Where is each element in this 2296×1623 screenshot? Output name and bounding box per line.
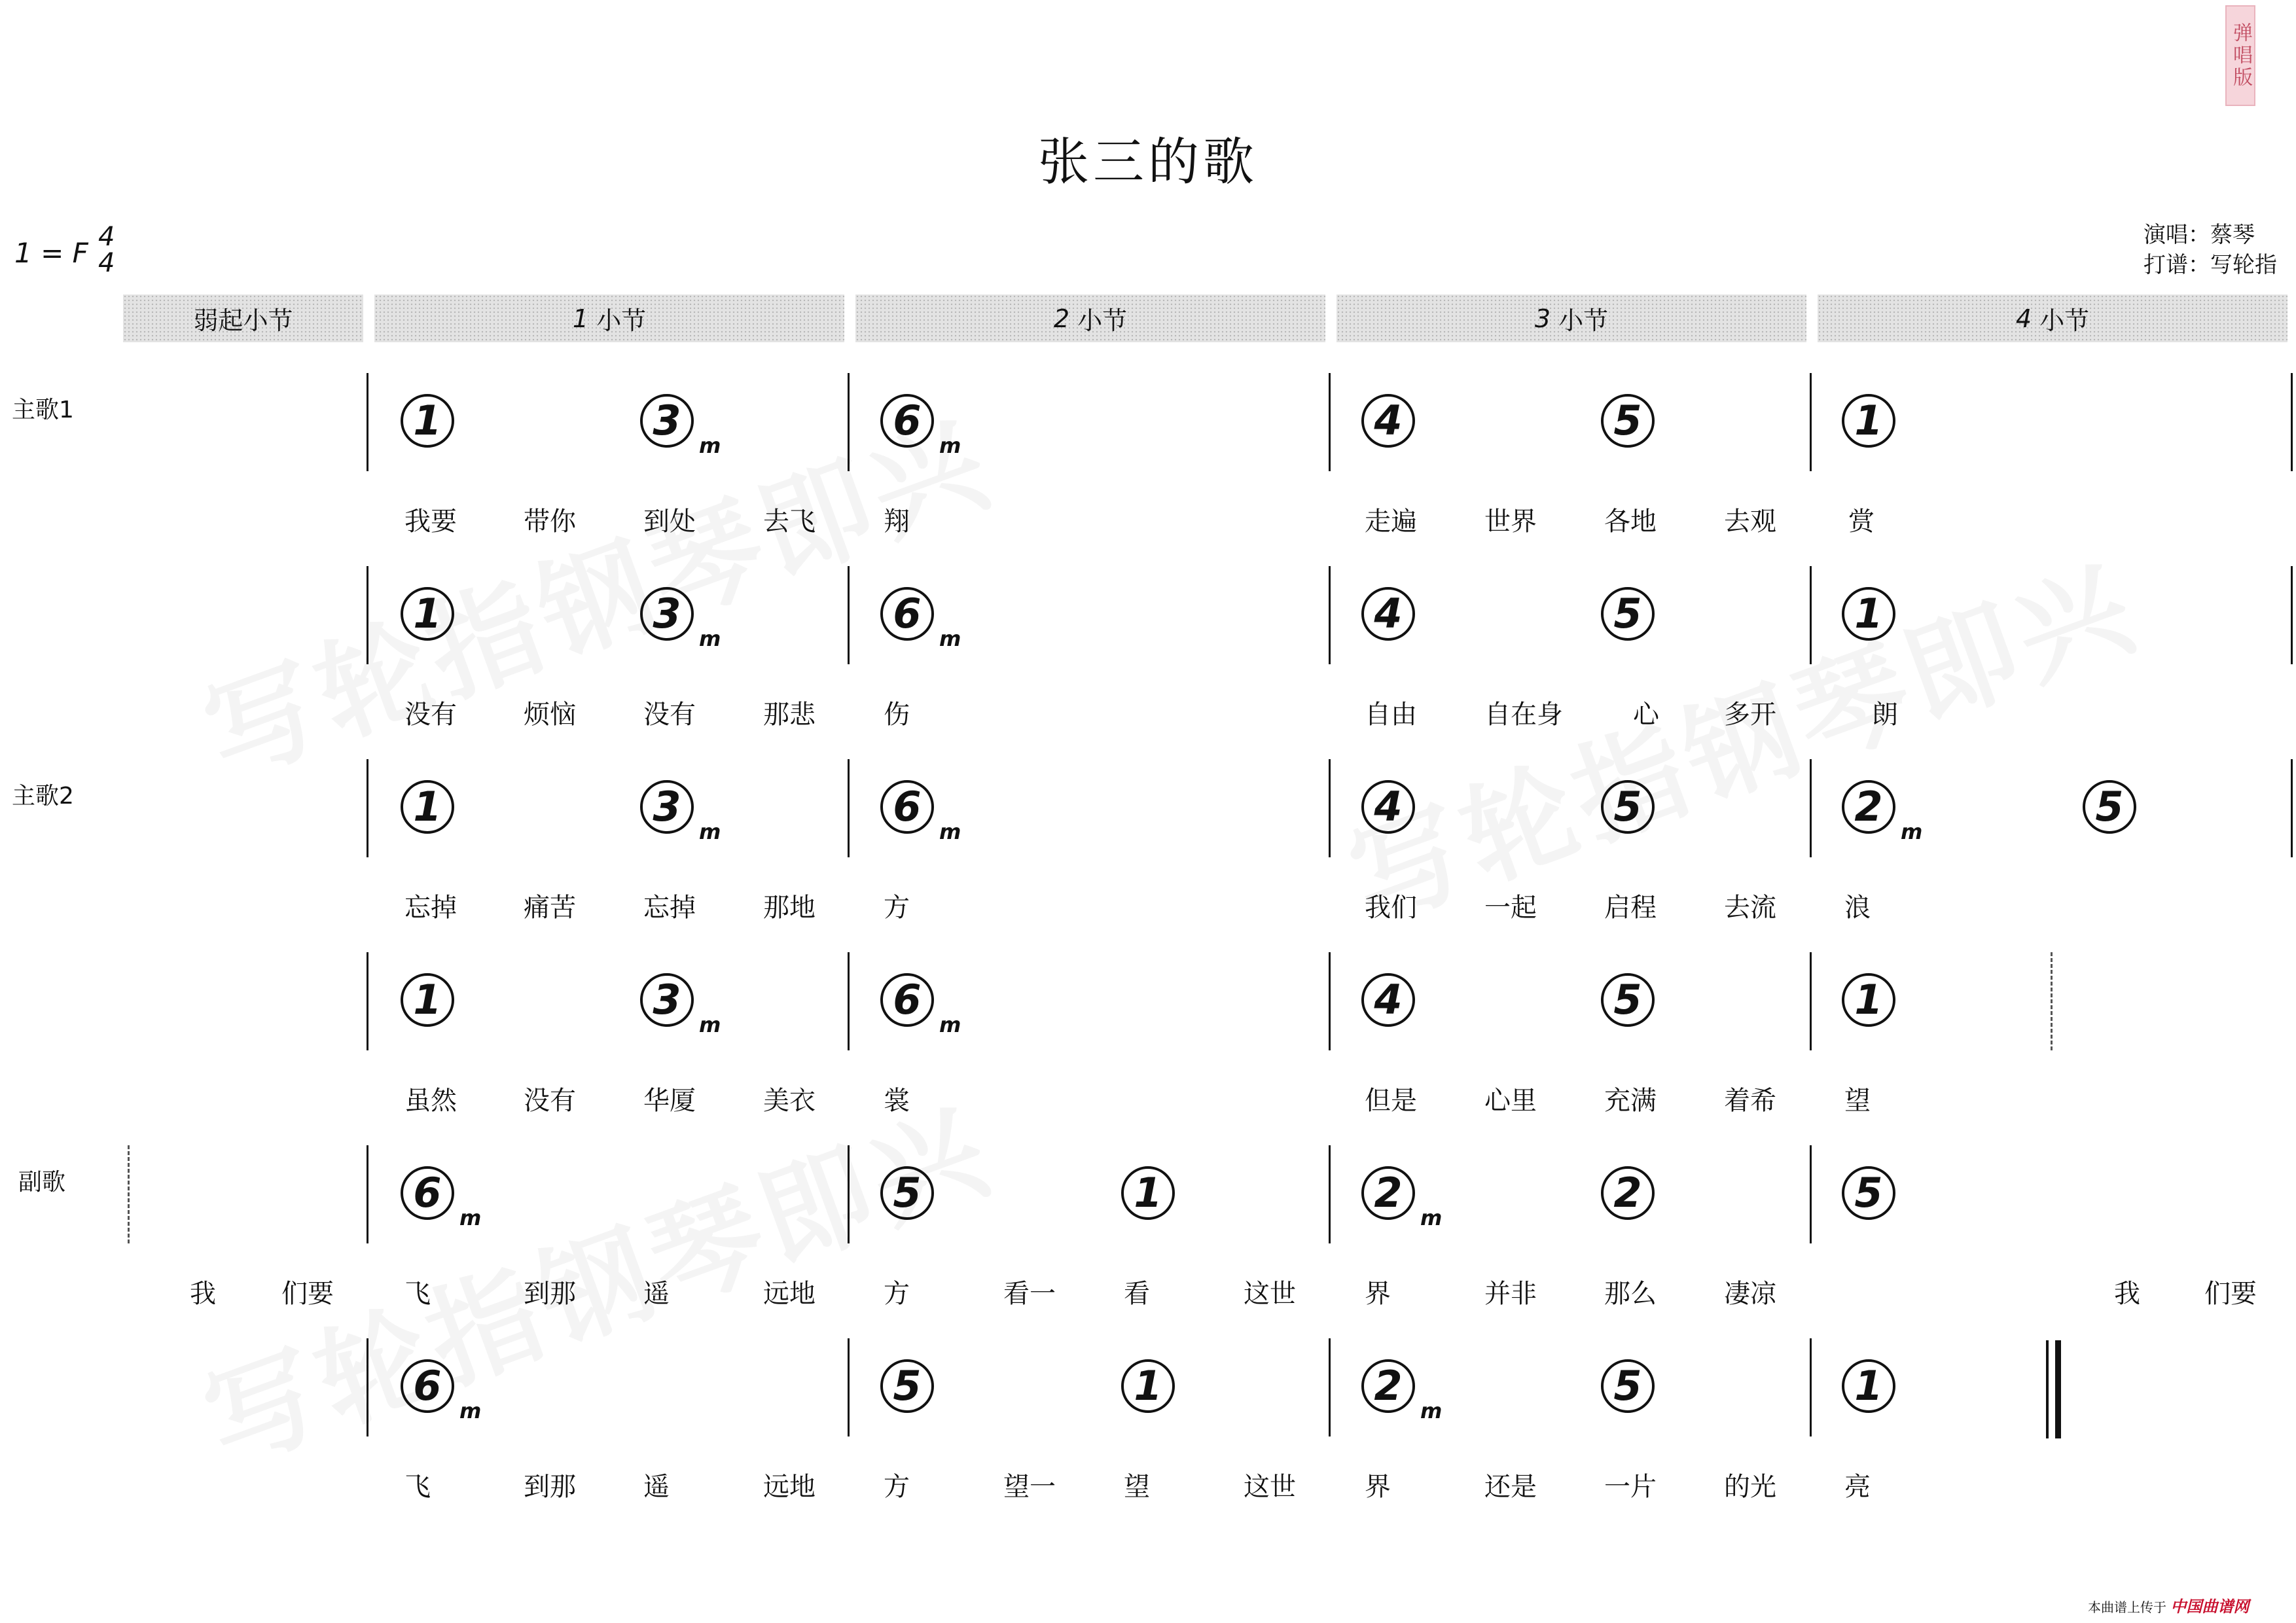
barline — [1329, 952, 1331, 1050]
chord-degree: 6 — [401, 1359, 454, 1413]
lyric-syllable: 痛苦 — [524, 893, 576, 923]
lyric-syllable: 望一 — [1003, 1472, 1056, 1502]
chord-quality: m — [459, 1399, 482, 1423]
lyric-syllable: 那悲 — [763, 700, 816, 730]
measure-header-2 — [855, 294, 1325, 342]
barline — [1329, 566, 1331, 664]
barline — [2291, 373, 2293, 471]
lyric-syllable: 一片 — [1604, 1472, 1657, 1502]
chord-degree: 5 — [1601, 394, 1655, 448]
barline — [848, 1145, 850, 1243]
chord-degree: 4 — [1361, 973, 1415, 1027]
chord-quality: m — [1420, 1205, 1443, 1230]
singer-credit: 演唱：蔡琴 — [2144, 222, 2255, 248]
dashed-barline — [2051, 952, 2053, 1050]
chord-degree: 6 — [880, 394, 934, 448]
lyric-syllable: 飞 — [404, 1279, 431, 1309]
dashed-barline — [128, 1145, 130, 1243]
chord-quality: m — [699, 819, 721, 844]
measure-number: 1 — [572, 304, 589, 333]
lyric-syllable: 世界 — [1484, 507, 1537, 537]
lyric-syllable: 那地 — [763, 893, 816, 923]
chord-degree: 5 — [1601, 780, 1655, 834]
chord-degree: 3 — [640, 780, 694, 834]
lyric-syllable: 远地 — [763, 1472, 816, 1502]
watermark-1 — [181, 374, 1011, 807]
measure-number: 4 — [2015, 304, 2032, 333]
lyric-syllable: 我 — [2114, 1279, 2140, 1309]
lyric-syllable: 凄凉 — [1724, 1279, 1776, 1309]
lyric-syllable: 看一 — [1003, 1279, 1056, 1309]
measure-header-3 — [1336, 294, 1806, 342]
chord-degree: 3 — [640, 587, 694, 641]
footer — [2088, 1594, 2249, 1616]
barline — [848, 566, 850, 664]
barline — [1329, 373, 1331, 471]
lyric-syllable: 这世 — [1244, 1472, 1296, 1502]
lyric-syllable: 遥 — [643, 1279, 670, 1309]
lyric-syllable: 着希 — [1724, 1086, 1776, 1116]
lyric-syllable: 各地 — [1604, 507, 1657, 537]
chord-degree: 1 — [1121, 1359, 1175, 1413]
barline — [367, 952, 368, 1050]
lyric-syllable: 美衣 — [763, 1086, 816, 1116]
chord-quality: m — [939, 626, 961, 651]
chord-quality: m — [939, 819, 961, 844]
chord-degree: 1 — [1842, 973, 1895, 1027]
section-label-chorus: 副歌 — [18, 1169, 66, 1196]
lyric-syllable: 望 — [1844, 1086, 1871, 1116]
lyric-syllable: 那么 — [1604, 1279, 1657, 1309]
chord-degree: 4 — [1361, 394, 1415, 448]
measure-header-label: 小节 — [596, 306, 647, 335]
lyric-syllable: 界 — [1365, 1279, 1391, 1309]
barline — [1329, 1145, 1331, 1243]
lyric-syllable: 忘掉 — [404, 893, 457, 923]
lyric-syllable: 还是 — [1484, 1472, 1537, 1502]
time-signature-bottom: 4 — [98, 248, 115, 278]
chord-degree: 6 — [880, 780, 934, 834]
barline — [1810, 566, 1812, 664]
chord-degree: 3 — [640, 973, 694, 1027]
chord-degree: 6 — [401, 1166, 454, 1220]
lyric-syllable: 看 — [1124, 1279, 1150, 1309]
lyric-syllable: 伤 — [884, 700, 910, 730]
arranger-credit: 打谱：写轮指 — [2144, 252, 2277, 278]
lyric-syllable: 远地 — [763, 1279, 816, 1309]
lyric-syllable: 并非 — [1484, 1279, 1537, 1309]
key-signature: 1 = F — [14, 237, 88, 269]
lyric-syllable: 去流 — [1724, 893, 1776, 923]
lyric-syllable: 自由 — [1365, 700, 1417, 730]
chord-degree: 5 — [1601, 973, 1655, 1027]
chord-degree: 2 — [1361, 1166, 1415, 1220]
lyric-syllable: 心里 — [1484, 1086, 1537, 1116]
barline — [1810, 373, 1812, 471]
lyric-syllable: 们要 — [2204, 1279, 2257, 1309]
chord-quality: m — [1901, 819, 1923, 844]
lyric-syllable: 我要 — [404, 507, 457, 537]
final-barline-thick — [2055, 1340, 2061, 1438]
time-signature — [98, 224, 115, 276]
barline — [1329, 759, 1331, 857]
lyric-syllable: 一起 — [1484, 893, 1537, 923]
chord-degree: 3 — [640, 394, 694, 448]
lyric-syllable: 充满 — [1604, 1086, 1657, 1116]
barline — [848, 373, 850, 471]
chord-degree: 2 — [1601, 1166, 1655, 1220]
chord-degree: 1 — [1121, 1166, 1175, 1220]
lyric-syllable: 我们 — [1365, 893, 1417, 923]
lyric-syllable: 启程 — [1604, 893, 1657, 923]
lyric-syllable: 们要 — [281, 1279, 334, 1309]
chord-degree: 2 — [1842, 780, 1895, 834]
lyric-syllable: 这世 — [1244, 1279, 1296, 1309]
measure-header-1 — [374, 294, 844, 342]
barline — [367, 1338, 368, 1436]
barline — [1810, 952, 1812, 1050]
chord-degree: 5 — [2083, 780, 2136, 834]
lyric-syllable: 没有 — [643, 700, 696, 730]
lyric-syllable: 朗 — [1872, 700, 1898, 730]
barline — [2291, 759, 2293, 857]
barline — [1810, 1145, 1812, 1243]
lyric-syllable: 的光 — [1724, 1472, 1776, 1502]
lyric-syllable: 方 — [884, 1279, 910, 1309]
lyric-syllable: 没有 — [524, 1086, 576, 1116]
measure-header-label: 小节 — [1077, 306, 1128, 335]
lyric-syllable: 亮 — [1844, 1472, 1871, 1502]
lyric-syllable: 烦恼 — [524, 700, 576, 730]
measure-header-label: 小节 — [1558, 306, 1609, 335]
chord-degree: 1 — [1842, 1359, 1895, 1413]
measure-header-label: 弱起小节 — [193, 306, 293, 335]
section-label-verse1: 主歌1 — [12, 397, 74, 423]
barline — [848, 759, 850, 857]
lyric-syllable: 翔 — [884, 507, 910, 537]
barline — [1810, 759, 1812, 857]
final-barline-thin — [2046, 1340, 2049, 1438]
time-signature-top: 4 — [98, 222, 115, 252]
barline — [367, 1145, 368, 1243]
chord-degree: 4 — [1361, 587, 1415, 641]
barline — [1810, 1338, 1812, 1436]
measure-header-4 — [1818, 294, 2287, 342]
site-logo: 中国曲谱网 — [2170, 1597, 2250, 1616]
lyric-syllable: 带你 — [524, 507, 576, 537]
lyric-syllable: 去飞 — [763, 507, 816, 537]
measure-header-label: 小节 — [2039, 306, 2090, 335]
chord-degree: 6 — [880, 587, 934, 641]
chord-degree: 1 — [1842, 587, 1895, 641]
measure-number: 3 — [1534, 304, 1551, 333]
chord-quality: m — [459, 1205, 482, 1230]
lyric-syllable: 到那 — [524, 1472, 576, 1502]
chord-degree: 5 — [880, 1166, 934, 1220]
barline — [1329, 1338, 1331, 1436]
chord-degree: 5 — [1601, 587, 1655, 641]
lyric-syllable: 忘掉 — [643, 893, 696, 923]
lyric-syllable: 方 — [884, 1472, 910, 1502]
chord-degree: 5 — [880, 1359, 934, 1413]
lyric-syllable: 到那 — [524, 1279, 576, 1309]
barline — [367, 566, 368, 664]
chord-quality: m — [1420, 1399, 1443, 1423]
chord-quality: m — [699, 1012, 721, 1037]
chord-degree: 1 — [1842, 394, 1895, 448]
footer-text: 本曲谱上传于 — [2088, 1599, 2166, 1615]
barline — [367, 759, 368, 857]
lyric-syllable: 但是 — [1365, 1086, 1417, 1116]
lyric-syllable: 我 — [190, 1279, 216, 1309]
chord-degree: 5 — [1842, 1166, 1895, 1220]
barline — [367, 373, 368, 471]
chord-quality: m — [939, 1012, 961, 1037]
version-badge: 弹唱版 — [2225, 5, 2255, 106]
lyric-syllable: 界 — [1365, 1472, 1391, 1502]
lyric-syllable: 遥 — [643, 1472, 670, 1502]
chord-degree: 5 — [1601, 1359, 1655, 1413]
chord-degree: 1 — [401, 780, 454, 834]
measure-header-pickup — [123, 294, 363, 342]
chord-degree: 2 — [1361, 1359, 1415, 1413]
lyric-syllable: 方 — [884, 893, 910, 923]
barline — [2291, 566, 2293, 664]
lyric-syllable: 心 — [1633, 700, 1659, 730]
chord-degree: 6 — [880, 973, 934, 1027]
lyric-syllable: 没有 — [404, 700, 457, 730]
lyric-syllable: 赏 — [1848, 507, 1874, 537]
credits — [2144, 220, 2277, 280]
chord-quality: m — [699, 626, 721, 651]
lyric-syllable: 虽然 — [404, 1086, 457, 1116]
chord-degree: 1 — [401, 587, 454, 641]
barline — [848, 952, 850, 1050]
lyric-syllable: 望 — [1124, 1472, 1150, 1502]
barline — [848, 1338, 850, 1436]
chord-quality: m — [939, 433, 961, 458]
page-title: 张三的歌 — [1037, 133, 1258, 192]
measure-number: 2 — [1053, 304, 1070, 333]
chord-degree: 1 — [401, 973, 454, 1027]
lyric-syllable: 华厦 — [643, 1086, 696, 1116]
watermark-2 — [1326, 518, 2156, 951]
lyric-syllable: 多开 — [1724, 700, 1776, 730]
lyric-syllable: 走遍 — [1365, 507, 1417, 537]
section-label-verse2: 主歌2 — [12, 783, 74, 810]
chord-quality: m — [699, 433, 721, 458]
lyric-syllable: 浪 — [1844, 893, 1871, 923]
lyric-syllable: 自在身 — [1484, 700, 1563, 730]
chord-degree: 1 — [401, 394, 454, 448]
lyric-syllable: 到处 — [643, 507, 696, 537]
lyric-syllable: 去观 — [1724, 507, 1776, 537]
chord-degree: 4 — [1361, 780, 1415, 834]
lyric-syllable: 裳 — [884, 1086, 910, 1116]
lyric-syllable: 飞 — [404, 1472, 431, 1502]
